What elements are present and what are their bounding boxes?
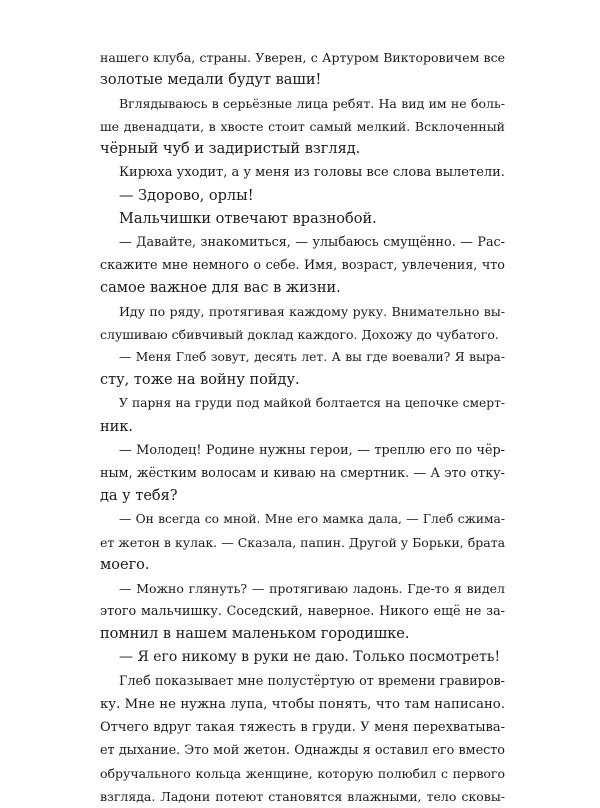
text-line: ет дыхание. Это мой жетон. Однажды я оставил его вместо (100, 742, 505, 758)
text-line: моего. (100, 557, 150, 574)
page-text (100, 46, 505, 808)
text-line: ным, жёстким волосам и киваю на смертник. — А это отку- (100, 465, 505, 481)
text-line: ку. Мне не нужна лупа, чтобы понять, что там написано. (100, 696, 505, 712)
text-line: золотые медали будут ваши! (100, 72, 322, 89)
text-line: скажите мне немного о себе. Имя, возраст, увлечения, что (100, 257, 505, 273)
text-line: — Он всегда со мной. Мне его мамка дала, — Глеб сжима- (119, 511, 505, 526)
text-line: Вглядываюсь в серьёзные лица ребят. На вид им не боль- (119, 96, 505, 112)
text-line: этого мальчишку. Соседский, наверное. Никого ещё не за- (100, 604, 505, 620)
text-line: ше двенадцати, в хвосте стоит самый мелкий. Всклоченный (100, 119, 505, 135)
text-line: чёрный чуб и задиристый взгляд. (100, 141, 361, 158)
text-line: взгляда. Ладони потеют становятся влажными, тело сковы- (100, 789, 505, 804)
text-line: — Я его никому в руки не даю. Только посмотреть! (119, 649, 501, 666)
text-line: — Давайте, знакомиться, — улыбаюсь смущённо. — Рас- (119, 234, 505, 250)
text-line: — Можно глянуть? — протягиваю ладонь. Где-то я видел (119, 581, 505, 597)
text-line: Глеб показывает мне полустёртую от времени гравиров- (119, 673, 505, 689)
text-line: Мальчишки отвечают вразнобой. (119, 210, 377, 227)
text-line: ник. (100, 418, 134, 435)
text-line: обручального кольца женщине, которую полюбил с первого (100, 765, 505, 781)
text-line: нашего клуба, страны. Уверен, с Артуром Викторовичем все (100, 50, 505, 65)
text-line: — Меня Глеб зовут, десять лет. А вы где воевали? Я выра- (119, 350, 505, 365)
text-line: Кирюха уходит, а у меня из головы все слова вылетели. (119, 165, 505, 181)
text-line: — Здорово, орлы! (119, 187, 254, 204)
text-line: У парня на груди под майкой болтается на цепочке смерт- (119, 396, 505, 411)
text-line: самое важное для вас в жизни. (100, 279, 341, 296)
text-line: помнил в нашем маленьком городишке. (100, 626, 410, 643)
text-line: да у тебя? (100, 487, 178, 504)
text-line: — Молодец! Родине нужны герои, — треплю его по чёр- (119, 442, 505, 458)
text-line: Иду по ряду, протягивая каждому руку. Внимательно вы- (119, 304, 505, 320)
text-line: слушиваю сбивчивый доклад каждого. Дохожу до чубатого. (100, 327, 499, 343)
text-line: сту, тоже на войну пойду. (100, 372, 300, 389)
text-line: Отчего вдруг такая тяжесть в груди. У меня перехватыва- (100, 719, 505, 735)
text-line: ет жетон в кулак. — Сказала, папин. Другой у Борьки, брата (100, 534, 506, 550)
